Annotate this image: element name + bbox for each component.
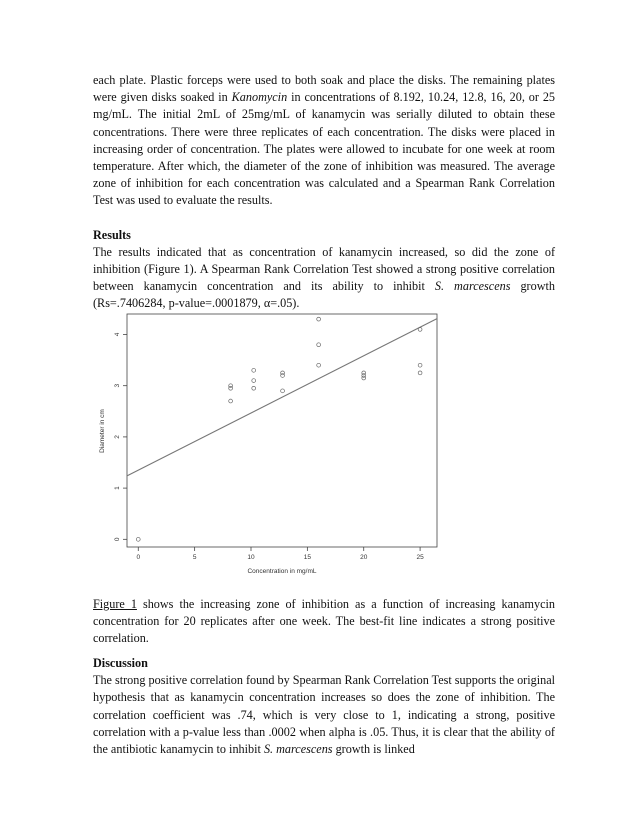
methods-section [93,72,555,313]
y-axis-label: Diameter in cm [99,409,106,453]
chart-svg [93,307,443,575]
results-text-1: The results indicated that as concentration of kanamycin increased, so did the zone of inhibition (Figure 1). A Spearman Rank Correlation Test showed a strong positive correlation between kanamycin concentration and its ability to inhibit [93,244,555,294]
data-point [281,371,285,375]
results-heading: Results [93,227,131,242]
data-point [252,379,256,383]
methods-paragraph [93,72,555,210]
x-tick-label: 0 [136,554,141,561]
x-tick-label: 25 [416,554,424,561]
x-tick-label: 20 [360,554,368,561]
data-point [252,386,256,390]
x-tick-label: 5 [192,554,197,561]
y-axis [114,332,127,541]
x-axis-label: Concentration in mg/mL [247,568,317,575]
discussion-section [93,655,555,758]
best-fit-line-group [127,319,437,476]
data-point [317,317,321,321]
data-points [136,317,422,541]
y-tick-label: 2 [114,435,121,439]
x-tick-label: 10 [247,554,255,561]
discussion-paragraph [93,672,555,758]
discussion-organism: S. marcescens [263,742,333,757]
data-point [252,368,256,372]
y-tick-label: 4 [114,332,121,337]
figure-1-scatter-plot [93,307,443,575]
results-organism: S. marcescens [434,279,511,294]
caption-paragraph [93,596,555,648]
discussion-text-2: growth is linked [332,742,415,757]
caption-text: shows the increasing zone of inhibition as a function of increasing kanamycin concentration for 20 replicates after one week. The best-fit line indicates a strong positive correlation. [93,597,555,646]
data-point [229,399,233,403]
y-tick-label: 3 [114,383,121,388]
figure-caption [93,596,555,648]
results-text-2: growth (Rs=.7406284, p-value=.0001879, α=.05). [93,279,555,311]
discussion-heading: Discussion [93,656,148,670]
methods-text-1: each plate. Plastic forceps were used to both soak and place the disks. The remaining plates were given disks soaked in [93,73,555,105]
discussion-text-1: The strong positive correlation found by Spearman Rank Correlation Test supports the original hypothesis that as kanamycin concentration increases so does the zone of inhibition. The correlation coefficient was .74, which is very close to 1, indicating a strong, positive correlation with a p-value less than .0002 when alpha is .05. Thus, it is clear that the ability of the antibiotic kanamycin to inhibit [93,673,555,757]
best-fit-line [127,319,437,476]
data-point [418,363,422,367]
data-point [229,384,233,388]
data-point [418,371,422,375]
plot-frame [127,314,437,547]
data-point [418,327,422,331]
results-paragraph [93,244,555,313]
data-point [136,537,140,541]
data-point [317,343,321,347]
data-point [317,363,321,367]
methods-text-2: in concentrations of 8.192, 10.24, 12.8, 16, 20, or 25 mg/mL. The initial 2mL of 25mg/mL of kanamycin was serially diluted to obtain these concentrations. There were three replicates of each concentration. The disks were placed in increasing order of concentration. The plates were allowed to incubate for one week at room temperature. After which, the diameter of the zone of inhibition was measured. The average zone of inhibition for each concentration was calculated and a Spearman Rank Correlation Test was used to evaluate the results. [93,90,556,208]
x-tick-label: 15 [303,554,311,561]
y-tick-label: 1 [114,486,121,490]
figure-1-link[interactable]: Figure 1 [93,597,137,611]
y-tick-label: 0 [114,537,121,542]
data-point [362,371,366,375]
data-point [281,389,285,393]
x-axis [136,547,424,561]
methods-drug-name: Kanomycin [231,90,288,105]
